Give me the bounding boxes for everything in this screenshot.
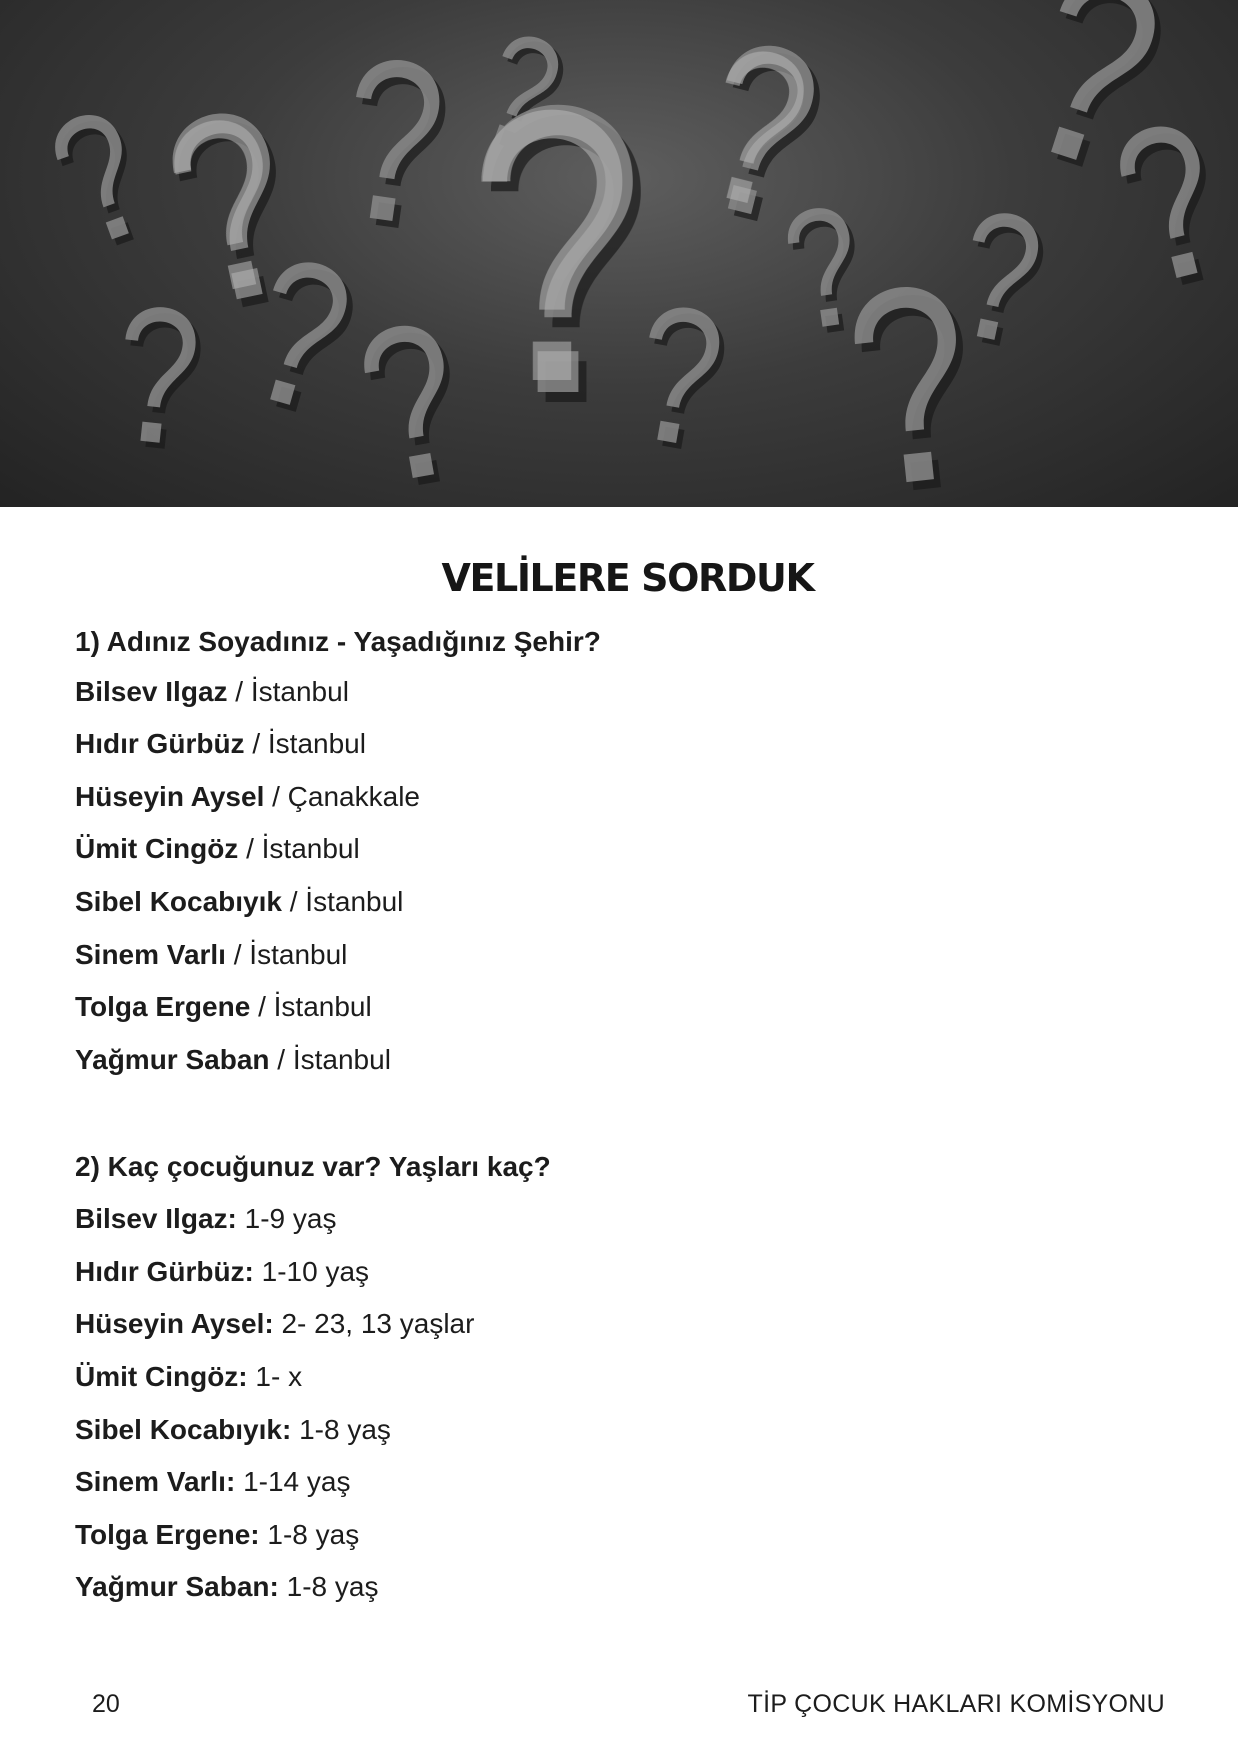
answer-name: Hıdır Gürbüz — [75, 728, 245, 759]
answer-name: Bilsev Ilgaz — [75, 676, 228, 707]
answer-row — [75, 777, 420, 817]
answer-detail: / İstanbul — [225, 939, 348, 970]
answer-name: Sibel Kocabıyık: — [75, 1414, 292, 1445]
answer-detail: / İstanbul — [238, 833, 360, 864]
answer-detail: / İstanbul — [244, 728, 366, 759]
answer-name: Yağmur Saban — [75, 1044, 270, 1075]
answer-detail: / İstanbul — [269, 1044, 391, 1075]
answer-name: Ümit Cingöz: — [75, 1361, 248, 1392]
answer-name: Hıdır Gürbüz: — [75, 1256, 254, 1287]
answer-row — [75, 672, 349, 712]
publication-name: TİP ÇOCUK HAKLARI KOMİSYONU — [747, 1690, 1165, 1718]
question-1: 1) Adınız Soyadınız - Yaşadığınız Şehir? — [75, 626, 601, 657]
page-title: VELİLERE SORDUK — [441, 556, 814, 600]
answer-row — [75, 1357, 302, 1397]
answer-detail: 1-9 yaş — [236, 1203, 337, 1234]
answer-detail: 1-8 yaş — [291, 1414, 391, 1445]
answer-name: Yağmur Saban: — [75, 1571, 279, 1602]
answer-detail: 1- x — [247, 1361, 303, 1392]
answer-row — [75, 1304, 474, 1344]
answer-row — [75, 1567, 378, 1607]
answer-row — [75, 829, 360, 869]
question-marks-image — [0, 0, 1241, 507]
answer-row — [75, 1040, 391, 1080]
question-2: 2) Kaç çocuğunuz var? Yaşları kaç? — [75, 1151, 551, 1182]
answer-detail: / Çanakkale — [264, 781, 420, 812]
answer-detail: / İstanbul — [227, 676, 349, 707]
hero-image — [0, 0, 1241, 507]
answer-name: Sibel Kocabıyık — [75, 886, 282, 917]
answer-row — [75, 1515, 359, 1555]
answer-detail: 1-10 yaş — [253, 1256, 370, 1287]
answer-row — [75, 724, 366, 764]
answer-row — [75, 1199, 336, 1239]
answer-detail: 2- 23, 13 yaşlar — [273, 1308, 475, 1339]
answer-row — [75, 1252, 369, 1292]
answer-row — [75, 935, 347, 975]
answer-detail: / İstanbul — [281, 886, 404, 917]
answer-detail: / İstanbul — [250, 991, 372, 1022]
answer-name: Hüseyin Aysel: — [75, 1308, 274, 1339]
answer-name: Tolga Ergene: — [75, 1519, 260, 1550]
answer-row — [75, 1410, 391, 1450]
answer-row — [75, 882, 403, 922]
page-number: 20 — [92, 1690, 120, 1718]
answer-name: Sinem Varlı — [75, 939, 226, 970]
answer-name: Sinem Varlı: — [75, 1466, 236, 1497]
answer-name: Bilsev Ilgaz: — [75, 1203, 237, 1234]
answer-detail: 1-8 yaş — [259, 1519, 360, 1550]
answer-name: Hüseyin Aysel — [75, 781, 265, 812]
answer-name: Ümit Cingöz — [75, 833, 239, 864]
answer-row — [75, 1462, 350, 1502]
answer-name: Tolga Ergene — [75, 991, 251, 1022]
answer-detail: 1-14 yaş — [235, 1466, 351, 1497]
answer-detail: 1-8 yaş — [278, 1571, 379, 1602]
answer-row — [75, 987, 372, 1027]
